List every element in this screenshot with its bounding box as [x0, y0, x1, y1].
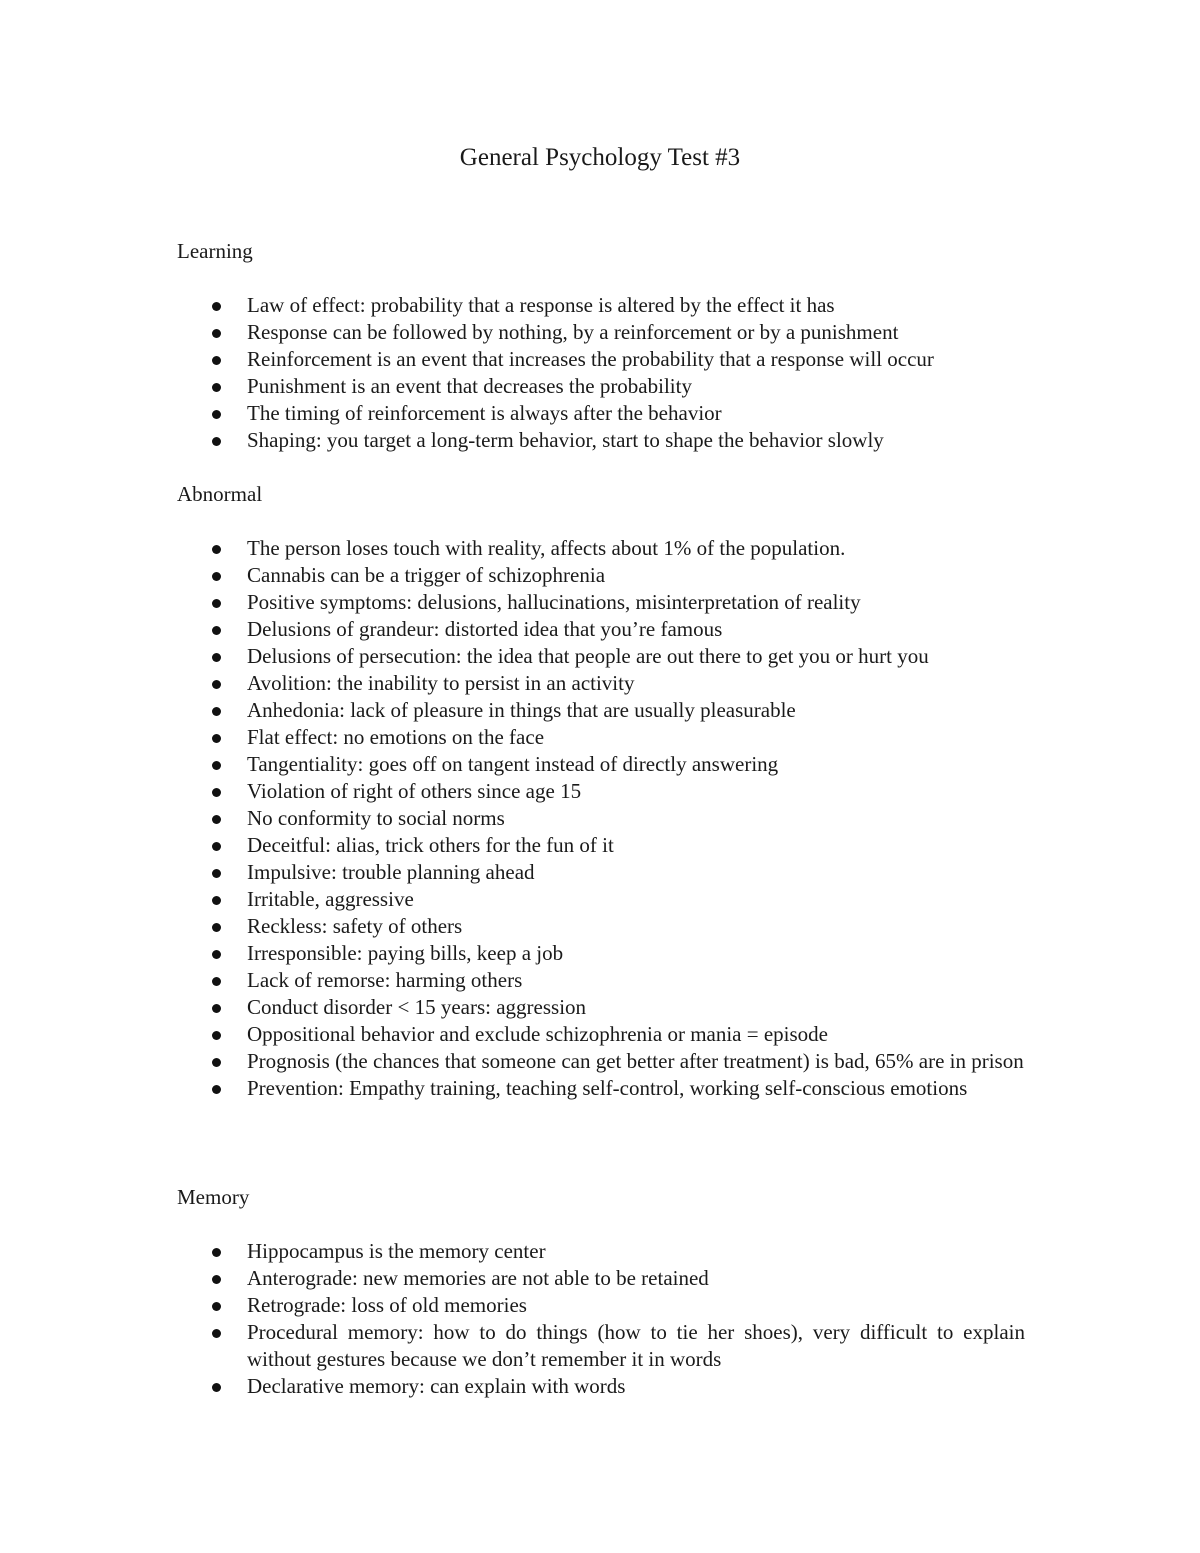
bullet-icon: [212, 896, 221, 905]
list-item-text: Tangentiality: goes off on tangent instead of directly answering: [247, 752, 779, 776]
bullet-icon: [212, 761, 221, 770]
list-item-text: Impulsive: trouble planning ahead: [247, 860, 535, 884]
list-item-text: Shaping: you target a long-term behavior, start to shape the behavior slowly: [247, 428, 884, 452]
list-item: [177, 535, 1025, 562]
bullet-icon: [212, 680, 221, 689]
list-item: [177, 994, 1025, 1021]
list-item-text: Prognosis (the chances that someone can get better after treatment) is bad, 65% are in prison: [247, 1049, 1024, 1073]
list-item: [177, 1319, 1025, 1373]
section-memory: [177, 1184, 1025, 1400]
list-item-text: Irritable, aggressive: [247, 887, 414, 911]
list-item: [177, 400, 1025, 427]
list-item: [177, 913, 1025, 940]
list-item: [177, 751, 1025, 778]
list-item-text: Conduct disorder < 15 years: aggression: [247, 995, 587, 1019]
bullet-list-memory: [177, 1238, 1025, 1400]
bullet-icon: [212, 572, 221, 581]
bullet-icon: [212, 437, 221, 446]
bullet-icon: [212, 599, 221, 608]
bullet-icon: [212, 1383, 221, 1392]
list-item: [177, 292, 1025, 319]
bullet-list-abnormal: [177, 535, 1025, 1102]
list-item: [177, 1265, 1025, 1292]
list-item: [177, 616, 1025, 643]
document-title: General Psychology Test #3: [459, 144, 741, 171]
list-item-text: Lack of remorse: harming others: [247, 968, 523, 992]
list-item: [177, 778, 1025, 805]
bullet-icon: [212, 1329, 221, 1338]
bullet-icon: [212, 869, 221, 878]
list-item: [177, 832, 1025, 859]
list-item: [177, 1048, 1025, 1075]
list-item-text: Irresponsible: paying bills, keep a job: [247, 941, 564, 965]
list-item-text: No conformity to social norms: [247, 806, 505, 830]
bullet-icon: [212, 545, 221, 554]
section-heading-memory: Memory: [177, 1185, 250, 1209]
list-item: [177, 1075, 1025, 1102]
list-item: [177, 1021, 1025, 1048]
bullet-icon: [212, 950, 221, 959]
bullet-icon: [212, 653, 221, 662]
bullet-list-learning: [177, 292, 1025, 454]
list-item-text: Deceitful: alias, trick others for the fun of it: [247, 833, 614, 857]
list-item-text: Reinforcement is an event that increases the probability that a response will occur: [247, 347, 934, 371]
list-item: [177, 1238, 1025, 1265]
bullet-icon: [212, 302, 221, 311]
list-item-text: Positive symptoms: delusions, hallucinations, misinterpretation of reality: [247, 590, 861, 614]
bullet-icon: [212, 1275, 221, 1284]
list-item: [177, 859, 1025, 886]
bullet-icon: [212, 626, 221, 635]
bullet-icon: [212, 1248, 221, 1257]
bullet-icon: [212, 815, 221, 824]
list-item: [177, 724, 1025, 751]
list-item: [177, 346, 1025, 373]
bullet-icon: [212, 410, 221, 419]
bullet-icon: [212, 707, 221, 716]
bullet-icon: [212, 1085, 221, 1094]
bullet-icon: [212, 329, 221, 338]
list-item-text: Punishment is an event that decreases the probability: [247, 374, 692, 398]
bullet-icon: [212, 923, 221, 932]
list-item-text: Retrograde: loss of old memories: [247, 1293, 527, 1317]
list-item-text: Hippocampus is the memory center: [247, 1239, 546, 1263]
list-item: [177, 643, 1025, 670]
list-item: [177, 967, 1025, 994]
bullet-icon: [212, 1302, 221, 1311]
list-item: [177, 1373, 1025, 1400]
list-item-text: Reckless: safety of others: [247, 914, 463, 938]
list-item-text: Delusions of persecution: the idea that people are out there to get you or hurt you: [247, 644, 929, 668]
bullet-icon: [212, 356, 221, 365]
section-heading-abnormal: Abnormal: [177, 482, 263, 506]
list-item-text: The timing of reinforcement is always after the behavior: [247, 401, 722, 425]
section-heading-learning: Learning: [177, 239, 253, 263]
bullet-icon: [212, 1031, 221, 1040]
section-abnormal: [177, 481, 1025, 1102]
list-item-text: Flat effect: no emotions on the face: [247, 725, 545, 749]
list-item-text: Anhedonia: lack of pleasure in things that are usually pleasurable: [247, 698, 796, 722]
bullet-icon: [212, 383, 221, 392]
list-item: [177, 940, 1025, 967]
list-item-text: Response can be followed by nothing, by a reinforcement or by a punishment: [247, 320, 899, 344]
bullet-icon: [212, 788, 221, 797]
list-item-text: Cannabis can be a trigger of schizophrenia: [247, 563, 606, 587]
list-item-text: Law of effect: probability that a response is altered by the effect it has: [247, 293, 835, 317]
section-learning: [177, 238, 1025, 454]
bullet-icon: [212, 977, 221, 986]
bullet-icon: [212, 1058, 221, 1067]
list-item: [177, 373, 1025, 400]
list-item-text: Violation of right of others since age 15: [247, 779, 582, 803]
list-item: [177, 562, 1025, 589]
list-item-text: Anterograde: new memories are not able to be retained: [247, 1266, 709, 1290]
bullet-icon: [212, 842, 221, 851]
list-item: [177, 589, 1025, 616]
list-item-text: Avolition: the inability to persist in an activity: [247, 671, 635, 695]
list-item-text: Prevention: Empathy training, teaching self-control, working self-conscious emotions: [247, 1076, 968, 1100]
list-item-text: The person loses touch with reality, affects about 1% of the population.: [247, 536, 846, 560]
list-item: [177, 427, 1025, 454]
bullet-icon: [212, 1004, 221, 1013]
list-item: [177, 670, 1025, 697]
list-item: [177, 886, 1025, 913]
list-item-text: Oppositional behavior and exclude schizophrenia or mania = episode: [247, 1022, 828, 1046]
bullet-icon: [212, 734, 221, 743]
list-item: [177, 1292, 1025, 1319]
list-item-text: Procedural memory: how to do things (how to tie her shoes), very difficult to explain without gestures because we don’t remember it in words: [247, 1320, 1025, 1371]
list-item: [177, 805, 1025, 832]
list-item: [177, 319, 1025, 346]
list-item-text: Declarative memory: can explain with words: [247, 1374, 626, 1398]
list-item-text: Delusions of grandeur: distorted idea that you’re famous: [247, 617, 723, 641]
list-item: [177, 697, 1025, 724]
